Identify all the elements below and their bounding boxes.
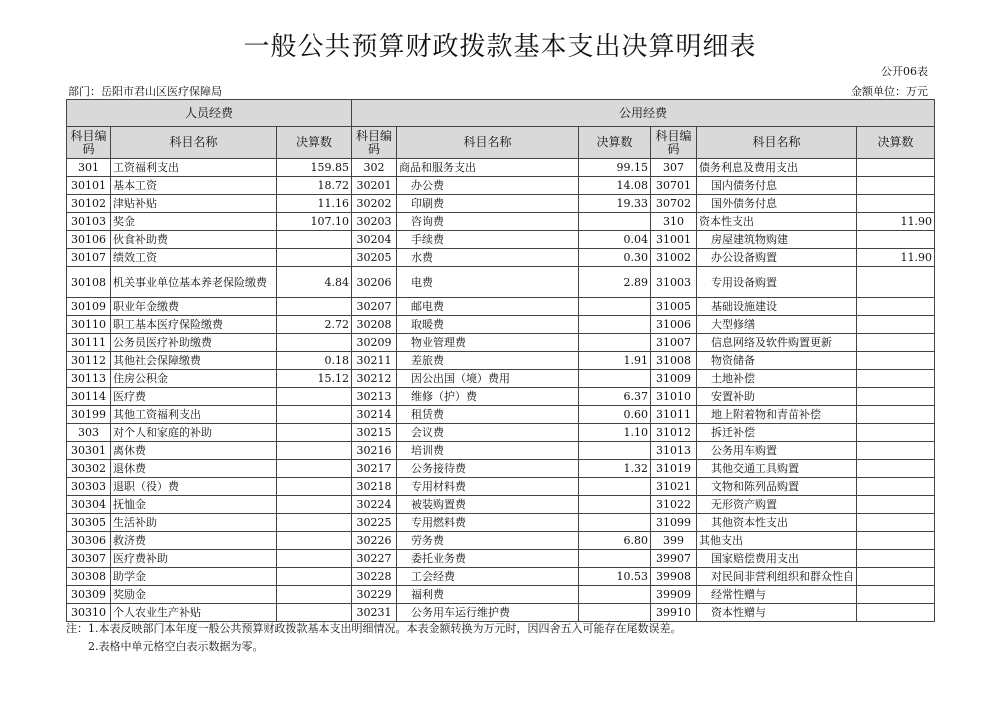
subject-name: 水费 bbox=[397, 249, 579, 267]
subject-code: 31010 bbox=[651, 388, 697, 406]
subject-name: 专用燃料费 bbox=[397, 514, 579, 532]
table-row bbox=[67, 424, 935, 442]
table-row bbox=[67, 195, 935, 213]
amount-value bbox=[579, 550, 651, 568]
amount-value bbox=[857, 586, 935, 604]
amount-value bbox=[277, 568, 352, 586]
subject-name: 国外债务付息 bbox=[697, 195, 857, 213]
subject-code: 30109 bbox=[67, 298, 111, 316]
amount-value: 11.16 bbox=[277, 195, 352, 213]
subject-name: 劳务费 bbox=[397, 532, 579, 550]
subject-name: 公务用车运行维护费 bbox=[397, 604, 579, 622]
subject-name: 机关事业单位基本养老保险缴费 bbox=[111, 267, 277, 298]
subject-name: 培训费 bbox=[397, 442, 579, 460]
subject-code: 30113 bbox=[67, 370, 111, 388]
subject-name: 其他支出 bbox=[697, 532, 857, 550]
table-row bbox=[67, 550, 935, 568]
table-row bbox=[67, 316, 935, 334]
amount-value bbox=[857, 424, 935, 442]
amount-value bbox=[857, 352, 935, 370]
amount-value bbox=[857, 550, 935, 568]
subject-code: 31005 bbox=[651, 298, 697, 316]
department-label: 部门：岳阳市君山区医疗保障局 bbox=[68, 85, 222, 98]
expenditure-table bbox=[66, 99, 935, 622]
subject-code: 30309 bbox=[67, 586, 111, 604]
subject-code: 30207 bbox=[352, 298, 397, 316]
subject-code: 30308 bbox=[67, 568, 111, 586]
table-row bbox=[67, 352, 935, 370]
amount-value: 1.10 bbox=[579, 424, 651, 442]
amount-value bbox=[277, 406, 352, 424]
subject-code: 31006 bbox=[651, 316, 697, 334]
subject-code: 31002 bbox=[651, 249, 697, 267]
subject-name: 物资储备 bbox=[697, 352, 857, 370]
subject-code: 30211 bbox=[352, 352, 397, 370]
subject-code: 39908 bbox=[651, 568, 697, 586]
subject-code: 31021 bbox=[651, 478, 697, 496]
subject-code: 39909 bbox=[651, 586, 697, 604]
table-row bbox=[67, 231, 935, 249]
subject-code: 302 bbox=[352, 159, 397, 177]
subject-code: 31013 bbox=[651, 442, 697, 460]
subject-name: 职工基本医疗保险缴费 bbox=[111, 316, 277, 334]
subject-name: 其他社会保障缴费 bbox=[111, 352, 277, 370]
subject-code: 30226 bbox=[352, 532, 397, 550]
subject-name: 手续费 bbox=[397, 231, 579, 249]
subject-name: 公务员医疗补助缴费 bbox=[111, 334, 277, 352]
amount-value: 159.85 bbox=[277, 159, 352, 177]
subject-code: 30229 bbox=[352, 586, 397, 604]
amount-value bbox=[277, 424, 352, 442]
table-row bbox=[67, 514, 935, 532]
subject-name: 抚恤金 bbox=[111, 496, 277, 514]
table-row bbox=[67, 334, 935, 352]
subject-code: 39910 bbox=[651, 604, 697, 622]
amount-value: 0.04 bbox=[579, 231, 651, 249]
subject-code: 30306 bbox=[67, 532, 111, 550]
table-body bbox=[67, 159, 935, 622]
table-row bbox=[67, 370, 935, 388]
header-code: 科目编码 bbox=[67, 127, 111, 159]
subject-name: 资本性赠与 bbox=[697, 604, 857, 622]
table-row bbox=[67, 267, 935, 298]
amount-value bbox=[579, 334, 651, 352]
subject-name: 国家赔偿费用支出 bbox=[697, 550, 857, 568]
subject-code: 30106 bbox=[67, 231, 111, 249]
subject-code: 399 bbox=[651, 532, 697, 550]
subject-code: 30208 bbox=[352, 316, 397, 334]
amount-value bbox=[857, 267, 935, 298]
amount-value bbox=[857, 514, 935, 532]
note-2: 2.表格中单元格空白表示数据为零。 bbox=[88, 640, 264, 653]
amount-value bbox=[277, 514, 352, 532]
subject-code: 30111 bbox=[67, 334, 111, 352]
subject-code: 30214 bbox=[352, 406, 397, 424]
header-amount: 决算数 bbox=[579, 127, 651, 159]
table-row bbox=[67, 460, 935, 478]
header-code: 科目编码 bbox=[352, 127, 397, 159]
subject-name: 资本性支出 bbox=[697, 213, 857, 231]
subject-name: 安置补助 bbox=[697, 388, 857, 406]
subject-name: 因公出国（境）费用 bbox=[397, 370, 579, 388]
amount-value: 11.90 bbox=[857, 249, 935, 267]
amount-value bbox=[277, 460, 352, 478]
subject-name: 国内债务付息 bbox=[697, 177, 857, 195]
subject-code: 30202 bbox=[352, 195, 397, 213]
amount-value bbox=[579, 586, 651, 604]
subject-code: 30199 bbox=[67, 406, 111, 424]
amount-value: 1.91 bbox=[579, 352, 651, 370]
amount-value: 11.90 bbox=[857, 213, 935, 231]
amount-value bbox=[857, 370, 935, 388]
subject-code: 31099 bbox=[651, 514, 697, 532]
amount-value bbox=[277, 478, 352, 496]
unit-label: 金额单位：万元 bbox=[851, 85, 928, 98]
table-row bbox=[67, 586, 935, 604]
subject-code: 30205 bbox=[352, 249, 397, 267]
amount-value bbox=[277, 298, 352, 316]
subject-name: 会议费 bbox=[397, 424, 579, 442]
group-personnel: 人员经费 bbox=[67, 100, 352, 127]
amount-value bbox=[857, 406, 935, 424]
amount-value bbox=[277, 532, 352, 550]
subject-code: 30101 bbox=[67, 177, 111, 195]
subject-code: 30303 bbox=[67, 478, 111, 496]
table-row bbox=[67, 406, 935, 424]
amount-value: 0.30 bbox=[579, 249, 651, 267]
form-code: 公开06表 bbox=[881, 65, 928, 78]
amount-value bbox=[857, 334, 935, 352]
subject-code: 30228 bbox=[352, 568, 397, 586]
subject-code: 30215 bbox=[352, 424, 397, 442]
amount-value: 10.53 bbox=[579, 568, 651, 586]
subject-name: 公务用车购置 bbox=[697, 442, 857, 460]
subject-name: 基础设施建设 bbox=[697, 298, 857, 316]
subject-code: 30227 bbox=[352, 550, 397, 568]
subject-name: 退职（役）费 bbox=[111, 478, 277, 496]
subject-code: 310 bbox=[651, 213, 697, 231]
subject-code: 30114 bbox=[67, 388, 111, 406]
amount-value bbox=[857, 604, 935, 622]
amount-value bbox=[579, 442, 651, 460]
table-row bbox=[67, 496, 935, 514]
group-public: 公用经费 bbox=[352, 100, 935, 127]
amount-value bbox=[277, 496, 352, 514]
table-row bbox=[67, 213, 935, 231]
table-row bbox=[67, 159, 935, 177]
amount-value bbox=[857, 195, 935, 213]
subject-code: 30110 bbox=[67, 316, 111, 334]
subject-code: 30103 bbox=[67, 213, 111, 231]
subject-code: 31009 bbox=[651, 370, 697, 388]
subject-code: 30112 bbox=[67, 352, 111, 370]
subject-code: 30216 bbox=[352, 442, 397, 460]
subject-name: 福利费 bbox=[397, 586, 579, 604]
subject-code: 30307 bbox=[67, 550, 111, 568]
subject-name: 拆迁补偿 bbox=[697, 424, 857, 442]
subject-name: 对个人和家庭的补助 bbox=[111, 424, 277, 442]
subject-code: 31019 bbox=[651, 460, 697, 478]
table-row bbox=[67, 249, 935, 267]
table-row bbox=[67, 298, 935, 316]
amount-value: 107.10 bbox=[277, 213, 352, 231]
subject-name: 办公设备购置 bbox=[697, 249, 857, 267]
amount-value bbox=[277, 388, 352, 406]
subject-code: 30206 bbox=[352, 267, 397, 298]
subject-name: 公务接待费 bbox=[397, 460, 579, 478]
subject-name: 房屋建筑物购建 bbox=[697, 231, 857, 249]
subject-name: 住房公积金 bbox=[111, 370, 277, 388]
subject-code: 31001 bbox=[651, 231, 697, 249]
subject-name: 邮电费 bbox=[397, 298, 579, 316]
subject-code: 30310 bbox=[67, 604, 111, 622]
subject-name: 其他交通工具购置 bbox=[697, 460, 857, 478]
amount-value bbox=[857, 568, 935, 586]
subject-code: 307 bbox=[651, 159, 697, 177]
header-name: 科目名称 bbox=[111, 127, 277, 159]
header-code: 科目编码 bbox=[651, 127, 697, 159]
table-row bbox=[67, 478, 935, 496]
subject-name: 债务利息及费用支出 bbox=[697, 159, 857, 177]
amount-value: 2.72 bbox=[277, 316, 352, 334]
subject-name: 差旅费 bbox=[397, 352, 579, 370]
amount-value bbox=[579, 604, 651, 622]
amount-value bbox=[857, 231, 935, 249]
subject-name: 专用材料费 bbox=[397, 478, 579, 496]
amount-value: 14.08 bbox=[579, 177, 651, 195]
subject-name: 退休费 bbox=[111, 460, 277, 478]
table-row bbox=[67, 568, 935, 586]
subject-code: 30231 bbox=[352, 604, 397, 622]
subject-code: 31007 bbox=[651, 334, 697, 352]
subject-code: 30224 bbox=[352, 496, 397, 514]
amount-value bbox=[277, 231, 352, 249]
subject-code: 31012 bbox=[651, 424, 697, 442]
amount-value bbox=[579, 298, 651, 316]
subject-code: 30212 bbox=[352, 370, 397, 388]
subject-name: 生活补助 bbox=[111, 514, 277, 532]
subject-code: 30225 bbox=[352, 514, 397, 532]
subject-name: 物业管理费 bbox=[397, 334, 579, 352]
subject-code: 30217 bbox=[352, 460, 397, 478]
amount-value bbox=[579, 213, 651, 231]
subject-code: 30305 bbox=[67, 514, 111, 532]
subject-code: 39907 bbox=[651, 550, 697, 568]
table-row bbox=[67, 532, 935, 550]
amount-value bbox=[277, 604, 352, 622]
amount-value: 4.84 bbox=[277, 267, 352, 298]
subject-name: 信息网络及软件购置更新 bbox=[697, 334, 857, 352]
subject-name: 大型修缮 bbox=[697, 316, 857, 334]
amount-value bbox=[277, 550, 352, 568]
subject-name: 伙食补助费 bbox=[111, 231, 277, 249]
subject-code: 303 bbox=[67, 424, 111, 442]
amount-value bbox=[579, 370, 651, 388]
amount-value bbox=[857, 388, 935, 406]
amount-value bbox=[857, 442, 935, 460]
subject-code: 30102 bbox=[67, 195, 111, 213]
amount-value bbox=[579, 514, 651, 532]
amount-value bbox=[277, 442, 352, 460]
subject-code: 31011 bbox=[651, 406, 697, 424]
subject-name: 办公费 bbox=[397, 177, 579, 195]
subject-code: 30108 bbox=[67, 267, 111, 298]
subject-name: 医疗费补助 bbox=[111, 550, 277, 568]
header-name: 科目名称 bbox=[397, 127, 579, 159]
subject-name: 其他资本性支出 bbox=[697, 514, 857, 532]
subject-code: 30302 bbox=[67, 460, 111, 478]
subject-name: 维修（护）费 bbox=[397, 388, 579, 406]
subject-name: 取暖费 bbox=[397, 316, 579, 334]
amount-value: 15.12 bbox=[277, 370, 352, 388]
subject-name: 救济费 bbox=[111, 532, 277, 550]
table-row bbox=[67, 442, 935, 460]
amount-value bbox=[857, 316, 935, 334]
amount-value bbox=[277, 586, 352, 604]
subject-name: 其他工资福利支出 bbox=[111, 406, 277, 424]
amount-value bbox=[857, 460, 935, 478]
amount-value: 2.89 bbox=[579, 267, 651, 298]
subject-code: 30701 bbox=[651, 177, 697, 195]
subject-code: 30209 bbox=[352, 334, 397, 352]
subject-name: 个人农业生产补贴 bbox=[111, 604, 277, 622]
amount-value: 6.80 bbox=[579, 532, 651, 550]
amount-value bbox=[277, 334, 352, 352]
subject-name: 奖金 bbox=[111, 213, 277, 231]
subject-code: 30203 bbox=[352, 213, 397, 231]
subject-code: 31022 bbox=[651, 496, 697, 514]
subject-name: 经常性赠与 bbox=[697, 586, 857, 604]
amount-value: 99.15 bbox=[579, 159, 651, 177]
subject-name: 医疗费 bbox=[111, 388, 277, 406]
amount-value bbox=[857, 177, 935, 195]
amount-value bbox=[857, 532, 935, 550]
subject-code: 30204 bbox=[352, 231, 397, 249]
subject-name: 电费 bbox=[397, 267, 579, 298]
amount-value bbox=[579, 478, 651, 496]
table-row bbox=[67, 604, 935, 622]
subject-name: 商品和服务支出 bbox=[397, 159, 579, 177]
amount-value bbox=[579, 316, 651, 334]
amount-value: 18.72 bbox=[277, 177, 352, 195]
header-amount: 决算数 bbox=[857, 127, 935, 159]
subject-name: 专用设备购置 bbox=[697, 267, 857, 298]
subject-name: 委托业务费 bbox=[397, 550, 579, 568]
header-name: 科目名称 bbox=[697, 127, 857, 159]
amount-value: 6.37 bbox=[579, 388, 651, 406]
subject-name: 职业年金缴费 bbox=[111, 298, 277, 316]
subject-name: 助学金 bbox=[111, 568, 277, 586]
amount-value bbox=[277, 249, 352, 267]
amount-value: 19.33 bbox=[579, 195, 651, 213]
amount-value bbox=[857, 496, 935, 514]
subject-code: 31003 bbox=[651, 267, 697, 298]
subject-code: 31008 bbox=[651, 352, 697, 370]
subject-name: 工资福利支出 bbox=[111, 159, 277, 177]
subject-name: 印刷费 bbox=[397, 195, 579, 213]
subject-name: 地上附着物和青苗补偿 bbox=[697, 406, 857, 424]
subject-name: 奖励金 bbox=[111, 586, 277, 604]
subject-code: 301 bbox=[67, 159, 111, 177]
subject-code: 30702 bbox=[651, 195, 697, 213]
header-amount: 决算数 bbox=[277, 127, 352, 159]
subject-name: 离休费 bbox=[111, 442, 277, 460]
table-row bbox=[67, 177, 935, 195]
amount-value bbox=[579, 496, 651, 514]
amount-value: 0.60 bbox=[579, 406, 651, 424]
subject-name: 无形资产购置 bbox=[697, 496, 857, 514]
subject-name: 工会经费 bbox=[397, 568, 579, 586]
subject-code: 30301 bbox=[67, 442, 111, 460]
amount-value: 1.32 bbox=[579, 460, 651, 478]
subject-name: 对民间非营利组织和群众性自 bbox=[697, 568, 857, 586]
subject-name: 土地补偿 bbox=[697, 370, 857, 388]
subject-name: 被装购置费 bbox=[397, 496, 579, 514]
table-row bbox=[67, 388, 935, 406]
page-title: 一般公共预算财政拨款基本支出决算明细表 bbox=[243, 32, 757, 62]
subject-name: 文物和陈列品购置 bbox=[697, 478, 857, 496]
subject-code: 30304 bbox=[67, 496, 111, 514]
amount-value: 0.18 bbox=[277, 352, 352, 370]
amount-value bbox=[857, 159, 935, 177]
subject-name: 咨询费 bbox=[397, 213, 579, 231]
subject-code: 30107 bbox=[67, 249, 111, 267]
subject-name: 津贴补贴 bbox=[111, 195, 277, 213]
amount-value bbox=[857, 478, 935, 496]
subject-name: 绩效工资 bbox=[111, 249, 277, 267]
note-1: 注：1.本表反映部门本年度一般公共预算财政拨款基本支出明细情况。本表金额转换为万元时，因四舍五入可能存在尾数误差。 bbox=[66, 622, 682, 635]
subject-code: 30201 bbox=[352, 177, 397, 195]
subject-name: 基本工资 bbox=[111, 177, 277, 195]
subject-name: 租赁费 bbox=[397, 406, 579, 424]
amount-value bbox=[857, 298, 935, 316]
subject-code: 30218 bbox=[352, 478, 397, 496]
subject-code: 30213 bbox=[352, 388, 397, 406]
